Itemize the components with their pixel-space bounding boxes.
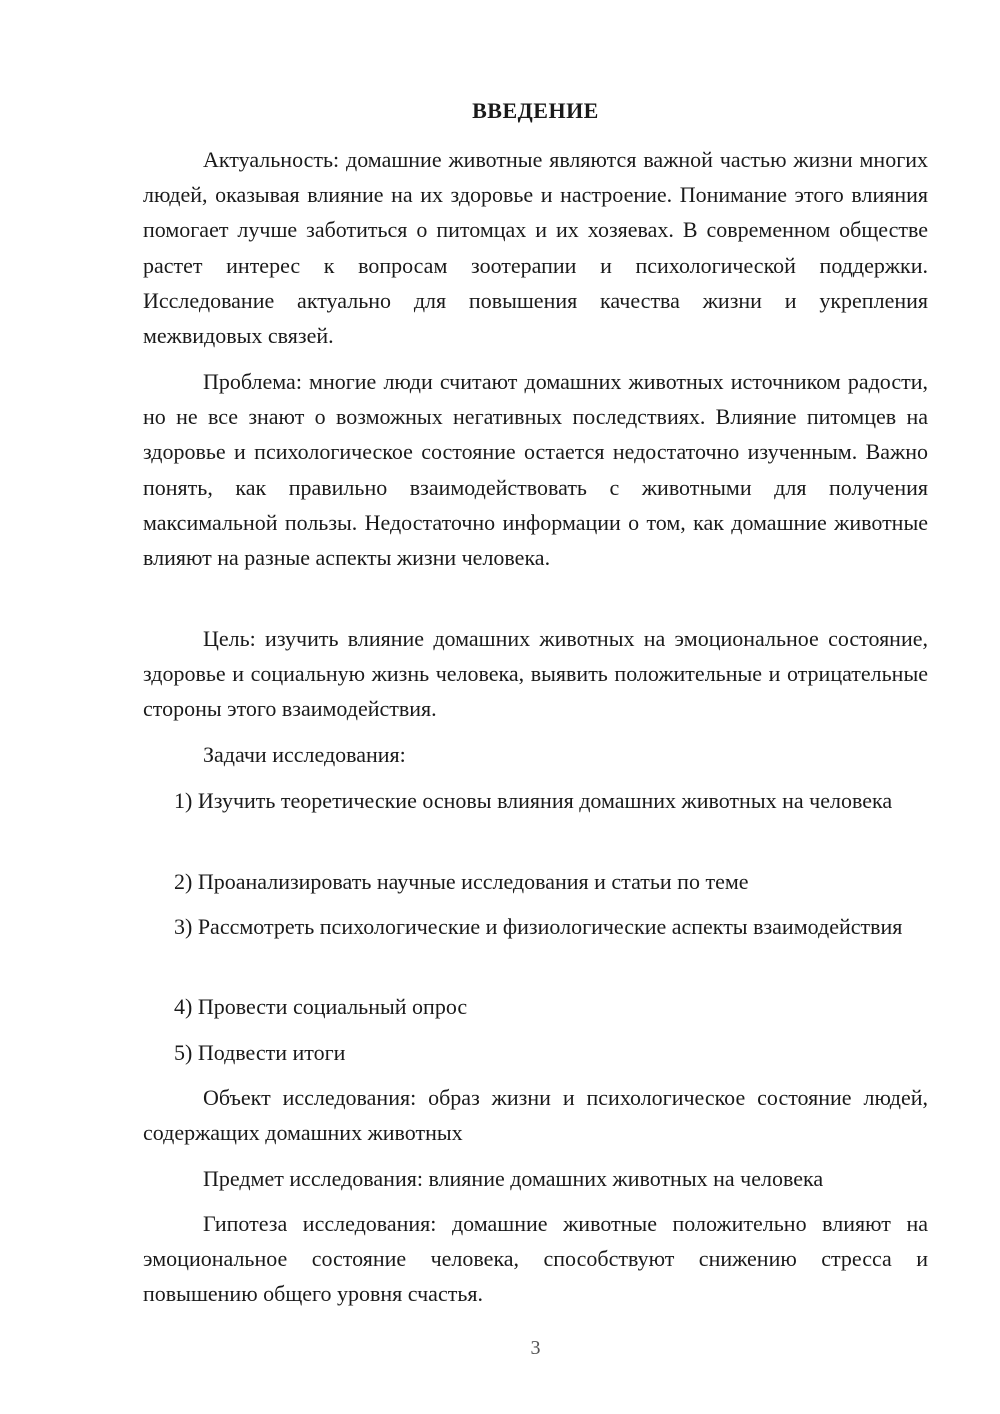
page-number: 3 [530, 1337, 541, 1359]
object-paragraph: Объект исследования: образ жизни и психологическое состояние людей, содержащих домашних животных [143, 1085, 928, 1146]
task-item-3: 3) Рассмотреть психологические и физиологические аспекты взаимодействия [174, 914, 903, 939]
relevance-paragraph: Актуальность: домашние животные являются важной частью жизни многих людей, оказывая влияние на их здоровье и настроение. Понимание этого влияния помогает лучше заботиться о питомцах и их хозяевах. В современном обществе растет интерес к вопросам зоотерапии и психологической поддержки. Исследование актуально для повышения качества жизни и укрепления межвидовых связей. [143, 147, 928, 349]
task-item-1: 1) Изучить теоретические основы влияния домашних животных на человека [174, 788, 893, 813]
task-item-5: 5) Подвести итоги [174, 1040, 346, 1065]
hypothesis-paragraph: Гипотеза исследования: домашние животные положительно влияют на эмоциональное состояние человека, способствуют снижению стресса и повышению общего уровня счастья. [143, 1211, 928, 1307]
subject-paragraph: Предмет исследования: влияние домашних животных на человека [203, 1166, 824, 1191]
problem-paragraph: Проблема: многие люди считают домашних животных источником радости, но не все знают о возможных негативных последствиях. Влияние питомцев на здоровье и психологическое состояние остается недостаточно изученным. Важно понять, как правильно взаимодействовать с животными для получения максимальной пользы. Недостаточно информации о том, как домашние животные влияют на разные аспекты жизни человека. [143, 369, 928, 571]
task-item-4: 4) Провести социальный опрос [174, 994, 468, 1019]
page-title: ВВЕДЕНИЕ [472, 98, 599, 123]
tasks-title: Задачи исследования: [203, 742, 406, 767]
task-item-2: 2) Проанализировать научные исследования и статьи по теме [174, 869, 749, 894]
goal-paragraph: Цель: изучить влияние домашних животных на эмоциональное состояние, здоровье и социальную жизнь человека, выявить положительные и отрицательные стороны этого взаимодействия. [143, 626, 928, 722]
